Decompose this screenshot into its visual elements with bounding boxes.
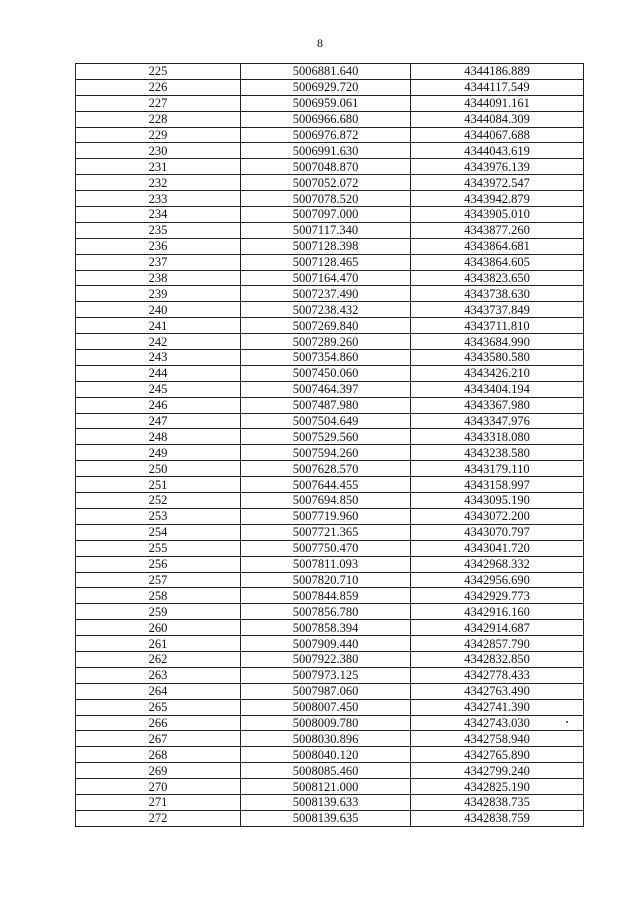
table-row — [76, 270, 584, 286]
y-coordinate-cell: 4343318.080 — [411, 429, 584, 445]
x-coordinate-cell: 5007844.859 — [241, 588, 411, 604]
x-coordinate-cell: 5007694.850 — [241, 493, 411, 509]
table-row — [76, 477, 584, 493]
y-coordinate-cell: 4344091.161 — [411, 95, 584, 111]
table-row — [76, 493, 584, 509]
table-row — [76, 429, 584, 445]
y-coordinate-cell: 4342968.332 — [411, 556, 584, 572]
point-number-cell: 250 — [76, 461, 241, 477]
y-coordinate-cell: 4343972.547 — [411, 175, 584, 191]
y-coordinate-cell: 4343823.650 — [411, 270, 584, 286]
y-coordinate-cell: 4343426.210 — [411, 365, 584, 381]
table-row — [76, 508, 584, 524]
y-coordinate-cell: 4343864.605 — [411, 254, 584, 270]
table-row — [76, 302, 584, 318]
point-number-cell: 267 — [76, 731, 241, 747]
point-number-cell: 228 — [76, 111, 241, 127]
table-row — [76, 254, 584, 270]
table-row — [76, 779, 584, 795]
y-coordinate-cell: 4343711.810 — [411, 318, 584, 334]
table-row — [76, 413, 584, 429]
point-number-cell: 258 — [76, 588, 241, 604]
x-coordinate-cell: 5008040.120 — [241, 747, 411, 763]
table-row — [76, 683, 584, 699]
table-row — [76, 715, 584, 731]
y-coordinate-cell: 4343942.879 — [411, 191, 584, 207]
table-row — [76, 175, 584, 191]
point-number-cell: 231 — [76, 159, 241, 175]
y-coordinate-cell: 4342799.240 — [411, 763, 584, 779]
table-row — [76, 365, 584, 381]
table-row — [76, 667, 584, 683]
y-coordinate-cell: 4343158.997 — [411, 477, 584, 493]
x-coordinate-cell: 5007820.710 — [241, 572, 411, 588]
table-row — [76, 95, 584, 111]
x-coordinate-cell: 5006929.720 — [241, 79, 411, 95]
table-row — [76, 763, 584, 779]
page-number: 8 — [317, 36, 323, 50]
point-number-cell: 255 — [76, 540, 241, 556]
x-coordinate-cell: 5006966.680 — [241, 111, 411, 127]
x-coordinate-cell: 5007164.470 — [241, 270, 411, 286]
point-number-cell: 235 — [76, 222, 241, 238]
x-coordinate-cell: 5007721.365 — [241, 524, 411, 540]
y-coordinate-cell: 4344067.688 — [411, 127, 584, 143]
table-row — [76, 159, 584, 175]
point-number-cell: 272 — [76, 810, 241, 826]
point-number-cell: 263 — [76, 667, 241, 683]
point-number-cell: 243 — [76, 350, 241, 366]
point-number-cell: 261 — [76, 636, 241, 652]
point-number-cell: 249 — [76, 445, 241, 461]
table-row — [76, 286, 584, 302]
x-coordinate-cell: 5006881.640 — [241, 64, 411, 80]
y-coordinate-cell: 4342929.773 — [411, 588, 584, 604]
point-number-cell: 239 — [76, 286, 241, 302]
x-coordinate-cell: 5007909.440 — [241, 636, 411, 652]
y-coordinate-cell: 4343864.681 — [411, 238, 584, 254]
table-row — [76, 111, 584, 127]
point-number-cell: 248 — [76, 429, 241, 445]
table-row — [76, 524, 584, 540]
x-coordinate-cell: 5007504.649 — [241, 413, 411, 429]
x-coordinate-cell: 5007644.455 — [241, 477, 411, 493]
x-coordinate-cell: 5007128.398 — [241, 238, 411, 254]
point-number-cell: 240 — [76, 302, 241, 318]
scan-speck — [566, 721, 568, 723]
y-coordinate-cell: 4342914.687 — [411, 620, 584, 636]
point-number-cell: 237 — [76, 254, 241, 270]
y-coordinate-cell: 4342838.735 — [411, 794, 584, 810]
y-coordinate-cell: 4343238.580 — [411, 445, 584, 461]
y-coordinate-cell: 4343072.200 — [411, 508, 584, 524]
x-coordinate-cell: 5007750.470 — [241, 540, 411, 556]
y-coordinate-cell: 4343095.190 — [411, 493, 584, 509]
y-coordinate-cell: 4343179.110 — [411, 461, 584, 477]
point-number-cell: 247 — [76, 413, 241, 429]
x-coordinate-cell: 5007078.520 — [241, 191, 411, 207]
x-coordinate-cell: 5007811.093 — [241, 556, 411, 572]
point-number-cell: 242 — [76, 334, 241, 350]
y-coordinate-cell: 4342741.390 — [411, 699, 584, 715]
table-row — [76, 699, 584, 715]
table-row — [76, 381, 584, 397]
y-coordinate-cell: 4342758.940 — [411, 731, 584, 747]
point-number-cell: 246 — [76, 397, 241, 413]
point-number-cell: 265 — [76, 699, 241, 715]
x-coordinate-cell: 5007097.000 — [241, 207, 411, 223]
point-number-cell: 266 — [76, 715, 241, 731]
x-coordinate-cell: 5008139.633 — [241, 794, 411, 810]
table-row — [76, 238, 584, 254]
point-number-cell: 227 — [76, 95, 241, 111]
point-number-cell: 226 — [76, 79, 241, 95]
table-row — [76, 191, 584, 207]
point-number-cell: 259 — [76, 604, 241, 620]
table-row — [76, 318, 584, 334]
table-row — [76, 397, 584, 413]
y-coordinate-cell: 4343738.630 — [411, 286, 584, 302]
table-row — [76, 222, 584, 238]
point-number-cell: 264 — [76, 683, 241, 699]
x-coordinate-cell: 5007464.397 — [241, 381, 411, 397]
x-coordinate-cell: 5007628.570 — [241, 461, 411, 477]
table-row — [76, 143, 584, 159]
x-coordinate-cell: 5007048.870 — [241, 159, 411, 175]
table-row — [76, 540, 584, 556]
y-coordinate-cell: 4342763.490 — [411, 683, 584, 699]
y-coordinate-cell: 4344043.619 — [411, 143, 584, 159]
x-coordinate-cell: 5007052.072 — [241, 175, 411, 191]
point-number-cell: 262 — [76, 651, 241, 667]
table-row — [76, 445, 584, 461]
x-coordinate-cell: 5008139.635 — [241, 810, 411, 826]
x-coordinate-cell: 5007922.380 — [241, 651, 411, 667]
x-coordinate-cell: 5007289.260 — [241, 334, 411, 350]
coordinates-table — [75, 63, 584, 827]
point-number-cell: 244 — [76, 365, 241, 381]
point-number-cell: 234 — [76, 207, 241, 223]
y-coordinate-cell: 4342857.790 — [411, 636, 584, 652]
y-coordinate-cell: 4342765.890 — [411, 747, 584, 763]
y-coordinate-cell: 4343041.720 — [411, 540, 584, 556]
table-row — [76, 731, 584, 747]
point-number-cell: 252 — [76, 493, 241, 509]
point-number-cell: 245 — [76, 381, 241, 397]
x-coordinate-cell: 5008085.460 — [241, 763, 411, 779]
x-coordinate-cell: 5008030.896 — [241, 731, 411, 747]
table-row — [76, 794, 584, 810]
point-number-cell: 230 — [76, 143, 241, 159]
point-number-cell: 260 — [76, 620, 241, 636]
x-coordinate-cell: 5007354.860 — [241, 350, 411, 366]
point-number-cell: 225 — [76, 64, 241, 80]
y-coordinate-cell: 4342956.690 — [411, 572, 584, 588]
y-coordinate-cell: 4342825.190 — [411, 779, 584, 795]
x-coordinate-cell: 5007237.490 — [241, 286, 411, 302]
y-coordinate-cell: 4343580.580 — [411, 350, 584, 366]
x-coordinate-cell: 5007269.840 — [241, 318, 411, 334]
point-number-cell: 229 — [76, 127, 241, 143]
table-row — [76, 636, 584, 652]
y-coordinate-cell: 4343070.797 — [411, 524, 584, 540]
table-row — [76, 64, 584, 80]
table-row — [76, 127, 584, 143]
x-coordinate-cell: 5007987.060 — [241, 683, 411, 699]
point-number-cell: 253 — [76, 508, 241, 524]
point-number-cell: 251 — [76, 477, 241, 493]
point-number-cell: 269 — [76, 763, 241, 779]
x-coordinate-cell: 5007973.125 — [241, 667, 411, 683]
x-coordinate-cell: 5006991.630 — [241, 143, 411, 159]
y-coordinate-cell: 4344084.309 — [411, 111, 584, 127]
y-coordinate-cell: 4342832.850 — [411, 651, 584, 667]
x-coordinate-cell: 5006959.061 — [241, 95, 411, 111]
x-coordinate-cell: 5007117.340 — [241, 222, 411, 238]
x-coordinate-cell: 5007487.980 — [241, 397, 411, 413]
table-row — [76, 572, 584, 588]
x-coordinate-cell: 5007858.394 — [241, 620, 411, 636]
x-coordinate-cell: 5007856.780 — [241, 604, 411, 620]
y-coordinate-cell: 4343684.990 — [411, 334, 584, 350]
y-coordinate-cell: 4342743.030 — [411, 715, 584, 731]
point-number-cell: 236 — [76, 238, 241, 254]
point-number-cell: 233 — [76, 191, 241, 207]
x-coordinate-cell: 5008007.450 — [241, 699, 411, 715]
x-coordinate-cell: 5007128.465 — [241, 254, 411, 270]
y-coordinate-cell: 4343347.976 — [411, 413, 584, 429]
x-coordinate-cell: 5008121.000 — [241, 779, 411, 795]
table-row — [76, 461, 584, 477]
point-number-cell: 238 — [76, 270, 241, 286]
y-coordinate-cell: 4343877.260 — [411, 222, 584, 238]
x-coordinate-cell: 5007450.060 — [241, 365, 411, 381]
table-row — [76, 651, 584, 667]
x-coordinate-cell: 5007719.960 — [241, 508, 411, 524]
point-number-cell: 256 — [76, 556, 241, 572]
x-coordinate-cell: 5008009.780 — [241, 715, 411, 731]
table-row — [76, 350, 584, 366]
y-coordinate-cell: 4342838.759 — [411, 810, 584, 826]
point-number-cell: 232 — [76, 175, 241, 191]
table-row — [76, 207, 584, 223]
coordinates-table-body — [76, 64, 584, 827]
x-coordinate-cell: 5006976.872 — [241, 127, 411, 143]
point-number-cell: 271 — [76, 794, 241, 810]
table-row — [76, 810, 584, 826]
table-row — [76, 620, 584, 636]
y-coordinate-cell: 4342916.160 — [411, 604, 584, 620]
y-coordinate-cell: 4343905.010 — [411, 207, 584, 223]
point-number-cell: 241 — [76, 318, 241, 334]
table-row — [76, 334, 584, 350]
x-coordinate-cell: 5007594.260 — [241, 445, 411, 461]
x-coordinate-cell: 5007529.560 — [241, 429, 411, 445]
point-number-cell: 257 — [76, 572, 241, 588]
table-row — [76, 604, 584, 620]
point-number-cell: 270 — [76, 779, 241, 795]
point-number-cell: 268 — [76, 747, 241, 763]
y-coordinate-cell: 4344117.549 — [411, 79, 584, 95]
y-coordinate-cell: 4342778.433 — [411, 667, 584, 683]
y-coordinate-cell: 4343404.194 — [411, 381, 584, 397]
table-row — [76, 79, 584, 95]
y-coordinate-cell: 4343367.980 — [411, 397, 584, 413]
table-row — [76, 556, 584, 572]
table-row — [76, 747, 584, 763]
y-coordinate-cell: 4343976.139 — [411, 159, 584, 175]
y-coordinate-cell: 4344186.889 — [411, 64, 584, 80]
x-coordinate-cell: 5007238.432 — [241, 302, 411, 318]
point-number-cell: 254 — [76, 524, 241, 540]
y-coordinate-cell: 4343737.849 — [411, 302, 584, 318]
table-row — [76, 588, 584, 604]
